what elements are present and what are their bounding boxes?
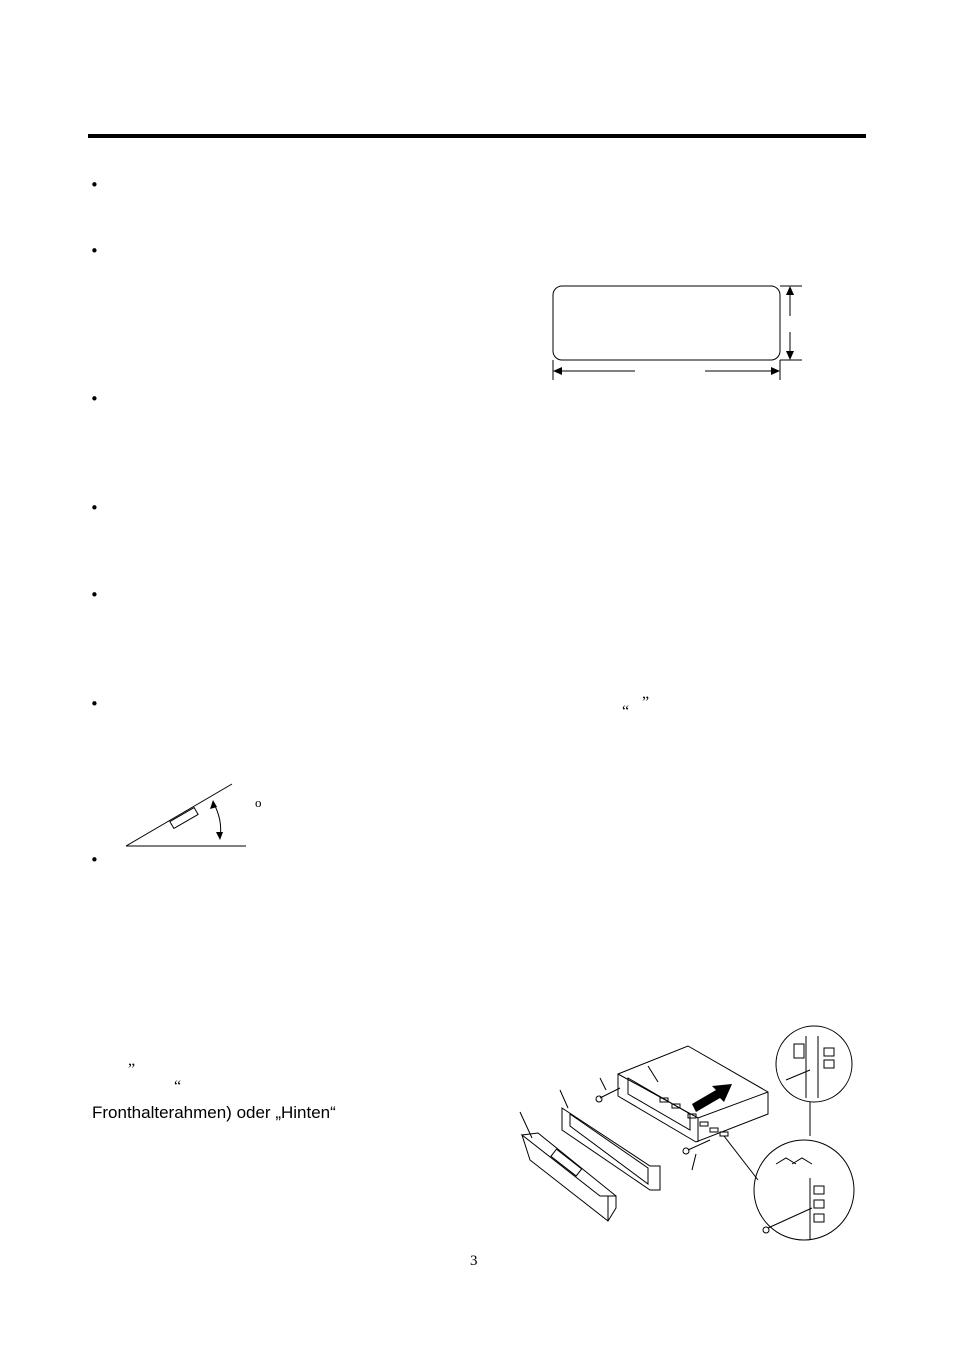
degree-mark: o xyxy=(255,795,262,810)
bullet-7: • xyxy=(90,851,99,869)
low-close-quote: ” xyxy=(128,1061,136,1078)
bullet-6: • xyxy=(90,695,99,713)
bullet-4: • xyxy=(90,499,99,517)
bullet-5: • xyxy=(90,586,99,604)
header-rule xyxy=(88,134,866,138)
bullet-3: • xyxy=(90,390,99,408)
installation-diagram xyxy=(510,1018,870,1250)
mounting-angle-diagram xyxy=(120,780,255,852)
close-quote: ” xyxy=(642,694,650,711)
bullet-2: • xyxy=(90,242,99,260)
open-quote: “ xyxy=(622,703,630,720)
bullet-1: • xyxy=(90,176,99,194)
page-number: 3 xyxy=(470,1253,478,1269)
mounting-text: Fronthalterahmen) oder „Hinten“ xyxy=(92,1103,336,1122)
high-open-quote: “ xyxy=(174,1078,182,1095)
din-opening-diagram xyxy=(540,278,820,383)
